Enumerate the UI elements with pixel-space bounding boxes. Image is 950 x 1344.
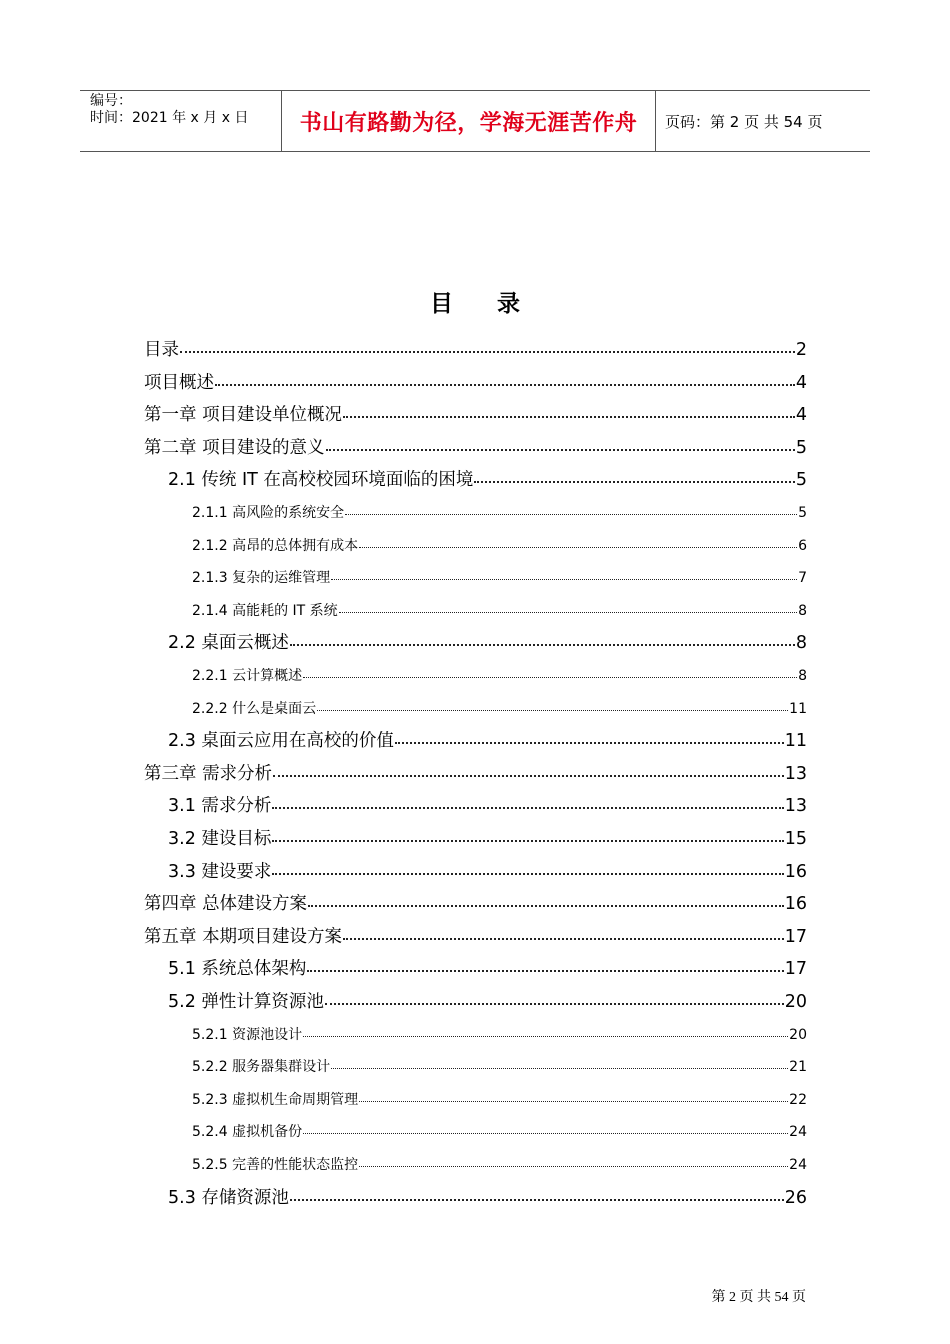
toc-entry-page: 4 [795,372,807,393]
toc-entry[interactable] [192,1024,807,1044]
toc-entry[interactable] [144,760,807,785]
toc-entry-label: 第四章 总体建设方案 [144,894,308,915]
toc-entry[interactable] [192,535,807,555]
toc-entry-label: 5.2.2 服务器集群设计 [192,1059,331,1076]
header-page-cell [656,91,870,151]
toc-entry[interactable] [144,336,807,361]
toc-entry-page: 17 [784,959,807,980]
toc-leader-dots [308,905,784,907]
toc-entry-label: 5.2.5 完善的性能状态监控 [192,1157,359,1173]
toc-entry[interactable] [168,629,807,654]
header-number-label: 编号： [90,93,132,109]
toc-entry-page: 22 [789,1091,807,1108]
toc-leader-dots [317,710,788,711]
toc-entry-label: 3.2 建设目标 [168,829,272,849]
toc-entry-label: 2.1.3 复杂的运维管理 [192,570,331,587]
toc-leader-dots [343,938,784,940]
toc-entry-label: 项目概述 [144,372,214,393]
toc-entry[interactable] [192,600,807,620]
toc-entry[interactable] [144,923,807,948]
header-motto: 书山有路勤为径，学海无涯苦作舟 [299,109,638,136]
header-info-cell [80,91,282,151]
toc-entry-label: 3.3 建设要求 [168,861,272,882]
toc-entry-label: 第五章 本期项目建设方案 [144,926,343,947]
toc-entry[interactable] [168,858,807,883]
toc-entry-page: 5 [795,470,807,491]
toc-entry-page: 24 [789,1157,807,1173]
toc-entry-label: 第三章 需求分析 [144,763,273,784]
toc-entry-label: 5.2.1 资源池设计 [192,1026,303,1043]
toc-entry[interactable] [168,1184,807,1209]
toc-leader-dots [307,970,783,972]
toc-entry-page: 17 [784,926,807,947]
header-motto-cell [282,91,656,151]
toc-entry-page: 5 [795,437,807,458]
toc-leader-dots [303,1036,788,1037]
toc-leader-dots [326,449,795,451]
toc-leader-dots [303,1133,788,1134]
toc-leader-dots [290,1199,784,1201]
toc-entry-page: 2 [795,340,807,360]
toc-entry-label: 2.2 桌面云概述 [168,633,289,654]
toc-entry[interactable] [144,890,807,915]
toc-entry-page: 16 [784,894,807,915]
toc-entry[interactable] [168,825,807,850]
toc-entry-label: 2.1.2 高昂的总体拥有成本 [192,537,359,554]
toc-entry[interactable] [144,401,807,426]
toc-entry-page: 13 [784,796,807,817]
toc-entry-page: 20 [784,992,807,1012]
toc-entry[interactable] [192,698,807,718]
toc-entry[interactable] [192,1154,807,1174]
toc-entry[interactable] [192,1121,807,1141]
toc-entry-page: 21 [789,1059,807,1076]
toc-entry-page: 8 [798,602,807,619]
toc-entry-page: 8 [798,668,807,684]
toc-entry-label: 2.3 桌面云应用在高校的价值 [168,731,394,752]
toc-entry-label: 2.1 传统 IT 在高校校园环境面临的困境 [168,470,474,491]
toc-title: 目 录 [429,291,538,317]
toc-entry-label: 目录 [144,340,179,360]
header-page-code: 页码：第 2 页 共 54 页 [665,112,823,131]
toc-entry-page: 13 [784,763,807,784]
toc-entry-page: 26 [784,1187,807,1208]
toc-entry-label: 2.2.2 什么是桌面云 [192,700,317,717]
toc-entry-page: 11 [789,700,807,717]
toc-entry-label: 5.1 系统总体架构 [168,959,307,980]
toc-leader-dots [215,384,795,386]
toc-entry[interactable] [168,792,807,817]
toc-entry[interactable] [192,665,807,685]
toc-entry[interactable] [168,988,807,1013]
toc-leader-dots [331,579,797,580]
toc-entry-label: 3.1 需求分析 [168,796,272,817]
toc-entry-label: 5.3 存储资源池 [168,1187,289,1208]
toc-entry-page: 7 [798,570,807,587]
toc-entry-page: 8 [795,633,807,654]
toc-entry-label: 第一章 项目建设单位概况 [144,405,343,426]
toc-entry[interactable] [192,502,807,522]
toc-entry-page: 4 [795,405,807,426]
toc-entry-label: 5.2 弹性计算资源池 [168,992,324,1012]
toc-entry[interactable] [168,727,807,752]
toc-leader-dots [290,644,795,646]
toc-leader-dots [180,351,795,353]
toc-entry-page: 16 [784,861,807,882]
toc-entry-page: 15 [784,829,807,849]
toc-leader-dots [273,775,784,777]
toc-entry[interactable] [192,1089,807,1109]
toc-leader-dots [272,873,783,875]
toc-entry[interactable] [192,1056,807,1076]
toc-entry-label: 2.1.1 高风险的系统安全 [192,505,345,521]
toc-entry-page: 5 [798,505,807,521]
toc-leader-dots [474,481,794,483]
toc-entry-page: 11 [784,731,807,752]
toc-leader-dots [359,547,797,548]
toc-leader-dots [303,677,797,678]
toc-leader-dots [331,1068,788,1069]
toc-entry[interactable] [168,955,807,980]
toc-entry-page: 6 [798,537,807,554]
toc-entry-label: 第二章 项目建设的意义 [144,437,325,458]
toc-entry[interactable] [144,369,807,394]
toc-entry-label: 5.2.3 虚拟机生命周期管理 [192,1091,359,1108]
document-header [80,90,870,152]
toc-entry[interactable] [144,434,807,459]
toc-leader-dots [359,1101,788,1102]
toc-entry-page: 24 [789,1124,807,1141]
header-time-label: 时间：2021 年 x 月 x 日 [90,110,249,126]
toc-leader-dots [325,1003,784,1005]
toc-leader-dots [343,416,795,418]
toc-entry[interactable] [168,466,807,491]
toc-leader-dots [345,514,797,515]
toc-entry-label: 2.1.4 高能耗的 IT 系统 [192,602,338,619]
footer-page-number: 第 2 页 共 54 页 [711,1290,806,1305]
toc-entry-label: 5.2.4 虚拟机备份 [192,1124,303,1141]
toc-leader-dots [272,807,783,809]
toc-entry-label: 2.2.1 云计算概述 [192,668,303,684]
toc-leader-dots [395,742,784,744]
toc-entry-page: 20 [789,1026,807,1043]
toc-entry[interactable] [192,567,807,587]
toc-leader-dots [359,1166,788,1167]
toc-leader-dots [339,612,797,613]
toc-leader-dots [272,840,783,842]
